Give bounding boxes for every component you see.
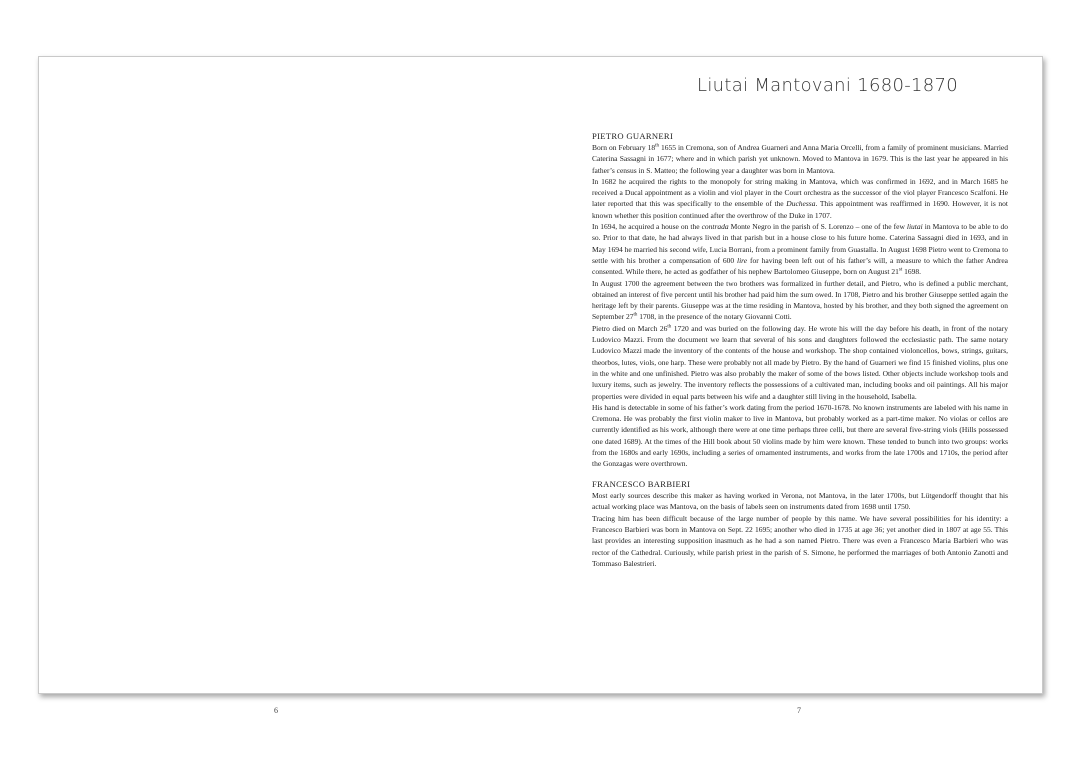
paragraph: In 1682 he acquired the rights to the monopoly for string making in Mantova, which was confirmed in 1692, and in March 1685 he received a Ducal appointment as a violin and viol player in the Court orchestra as the successor of the viol player Francesco Scalfoni. He later reported that this was specifically to the ensemble of the Duchessa. This appointment was reaffirmed in 1690. However, it is not known whether this position continued after the overthrow of the Duke in 1707.	[592, 176, 1009, 220]
paragraph: In 1694, he acquired a house on the contrada Monte Negro in the parish of S. Lorenzo – one of the few liutai in Mantova to be able to do so. Prior to that date, he had always lived in that parish but in a house close to his future home. Caterina Sassagni died in 1693, and in May 1694 he married his second wife, Lucia Borrani, from a prominent family from Guastalla. In August 1698 Pietro went to Cremona to settle with his brother a compensation of 600 lire for having been left out of his father’s will, a measure to which the father Andrea consented. While there, he acted as godfather of his nephew Bartolomeo Giuseppe, born on August 21st 1698.	[592, 222, 1009, 277]
page-number-right: 7	[797, 706, 801, 715]
body-text	[592, 131, 1008, 569]
book-spread	[38, 56, 1043, 694]
paragraph: Born on February 18th 1655 in Cremona, son of Andrea Guarneri and Anna Maria Orcelli, from a family of prominent musicians. Married Caterina Sassagni in 1677; where and in which parish yet unknown. Moved to Mantova in 1679. This is the last year he appeared in his father’s census in S. Matteo; the following year a daughter was born in Mantova.	[592, 143, 1008, 175]
paragraph: Most early sources describe this maker as having worked in Verona, not Mantova, in the later 1700s, but Lütgendorff thought that his actual working place was Mantova, on the basis of labels seen on instruments dated from 1698 until 1750.	[592, 491, 1008, 512]
running-title: Liutai Mantovani 1680-1870	[697, 75, 959, 96]
paragraph: Pietro died on March 26th 1720 and was buried on the following day. He wrote his will the day before his death, in front of the notary Ludovico Mazzi. From the document we learn that several of his sons and daughters followed the ecclesiastic path. The same notary Ludovico Mazzi made the inventory of the contents of the house and workshop. The shop contained violoncellos, bows, strings, guitars, theorbos, lutes, viols, one harp. These were probably not all made by Pietro. By the hand of Guarneri we find 15 finished violins, plus one in the white and one unfinished. Pietro was also probably the maker of some of the bows listed. Other objects include workshop tools and luxury items, such as jewelry. The inventory reflects the possessions of a cultivated man, including books and oil paintings. All his major properties were divided in equal parts between his wife and a daughter still living in the household, Isabella.	[592, 323, 1009, 401]
section-heading-barbieri: FRANCESCO BARBIERI	[592, 479, 691, 490]
paragraph: His hand is detectable in some of his father’s work dating from the period 1670-1678. No known instruments are labeled with his name in Cremona. He was probably the first violin maker to live in Mantova, but probably worked as a part-time maker. No violas or cellos are currently identified as his work, although there were at one time perhaps three celli, but there are several five-string viols (Hills possessed one dated 1689). At the times of the Hill book about 50 violins made by him were known. These tended to bunch into two groups: works from the 1680s and early 1690s, including a series of ornamented instruments, and works from the late 1700s and 1710s, the period after the Gonzagas were overthrown.	[592, 402, 1008, 469]
page-number-left: 6	[274, 706, 278, 715]
section-heading-guarneri: PIETRO GUARNERI	[592, 131, 674, 141]
paragraph: In August 1700 the agreement between the two brothers was formalized in further detail, and Pietro, who is defined a public merchant, obtained an interest of five percent until his brother had paid him the sum owed. In 1708, Pietro and his brother Giuseppe settled again the heritage left by their parents. Giuseppe was at the time residing in Mantova, hosted by his brother, and they both signed the agreement on September 27th 1708, in the presence of the notary Giovanni Cotti.	[592, 278, 1008, 322]
paragraph: Tracing him has been difficult because of the large number of people by this name. We have several possibilities for his identity: a Francesco Barbieri was born in Mantova on Sept. 22 1695; another who died in 1735 at age 36; yet another died in 1807 at age 55. This last provides an interesting supposition inasmuch as he had a son named Pietro. There was even a Francesco Maria Barbieri who was rector of the Cathedral. Curiously, while parish priest in the parish of S. Simone, he performed the marriages of both Antonio Zanotti and Tommaso Balestrieri.	[592, 513, 1008, 568]
